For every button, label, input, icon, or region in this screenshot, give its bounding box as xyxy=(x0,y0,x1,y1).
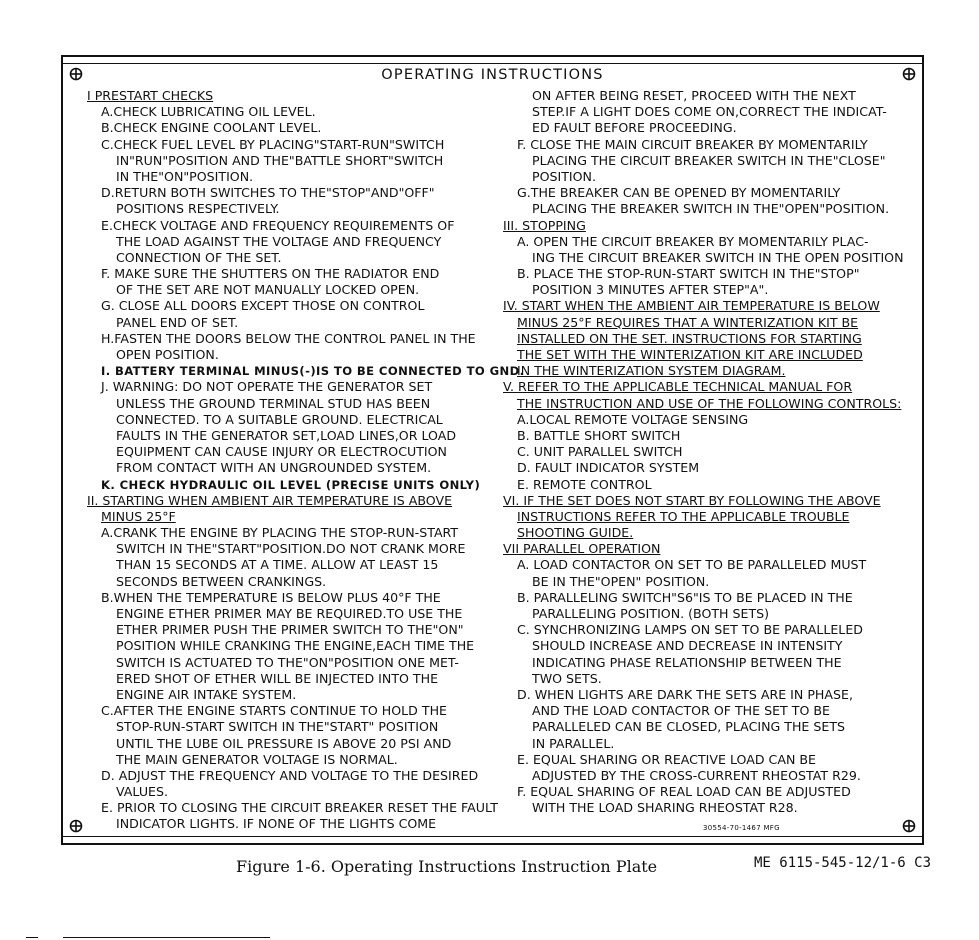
instruction-line: FAULTS IN THE GENERATOR SET,LOAD LINES,OR LOAD xyxy=(116,427,457,443)
figure-code: ME 6115-545-12/1-6 C3 xyxy=(754,855,932,871)
instruction-line: H.FASTEN THE DOORS BELOW THE CONTROL PANEL IN THE xyxy=(101,330,476,346)
instruction-line: C.CHECK FUEL LEVEL BY PLACING"START-RUN"SWITCH xyxy=(101,136,445,152)
instruction-line: E.CHECK VOLTAGE AND FREQUENCY REQUIREMENTS OF xyxy=(101,217,455,233)
instruction-line: D.RETURN BOTH SWITCHES TO THE"STOP"AND"OFF" xyxy=(101,185,435,201)
instruction-line: AND THE LOAD CONTACTOR OF THE SET TO BE xyxy=(532,703,830,719)
instruction-line: IN PARALLEL. xyxy=(532,735,615,751)
instruction-line: PLACING THE BREAKER SWITCH IN THE"OPEN"POSITION. xyxy=(532,201,890,217)
instruction-line: B. BATTLE SHORT SWITCH xyxy=(517,427,681,443)
instruction-plate xyxy=(61,55,924,845)
instruction-line: A. LOAD CONTACTOR ON SET TO BE PARALLELED MUST xyxy=(517,557,867,573)
instruction-line: VALUES. xyxy=(116,784,168,800)
instruction-line: F. CLOSE THE MAIN CIRCUIT BREAKER BY MOMENTARILY xyxy=(517,136,868,152)
instruction-line: THE LOAD AGAINST THE VOLTAGE AND FREQUENCY xyxy=(116,233,442,249)
instruction-line: THE SET WITH THE WINTERIZATION KIT ARE INCLUDED xyxy=(517,347,863,362)
instruction-line: WITH THE LOAD SHARING RHEOSTAT R28. xyxy=(532,800,798,816)
footnote-dash xyxy=(26,937,38,938)
instruction-line: B. PARALLELING SWITCH"S6"IS TO BE PLACED IN THE xyxy=(517,589,853,605)
instruction-line: ON AFTER BEING RESET, PROCEED WITH THE NEXT xyxy=(532,88,856,103)
instruction-line: THAN 15 SECONDS AT A TIME. ALLOW AT LEAST 15 xyxy=(116,557,439,573)
instruction-line: I. BATTERY TERMINAL MINUS(-)IS TO BE CONNECTED TO GND. xyxy=(101,364,525,379)
instruction-line: II. STARTING WHEN AMBIENT AIR TEMPERATURE IS ABOVE xyxy=(87,492,453,508)
instruction-line: C. UNIT PARALLEL SWITCH xyxy=(517,444,683,460)
instruction-line: PANEL END OF SET. xyxy=(116,314,239,330)
instruction-line: B.CHECK ENGINE COOLANT LEVEL. xyxy=(101,120,322,136)
instruction-line: ENGINE AIR INTAKE SYSTEM. xyxy=(116,686,297,702)
plate-stock-number: 30554-70-1467 MFG xyxy=(703,824,780,832)
instruction-line: UNTIL THE LUBE OIL PRESSURE IS ABOVE 20 PSI AND xyxy=(116,735,452,751)
instruction-line: OF THE SET ARE NOT MANUALLY LOCKED OPEN. xyxy=(116,282,420,298)
instruction-line: POSITION 3 MINUTES AFTER STEP"A". xyxy=(532,282,769,298)
footnote-rule xyxy=(63,937,270,938)
instruction-line: THE MAIN GENERATOR VOLTAGE IS NORMAL. xyxy=(116,751,398,767)
instruction-line: G. CLOSE ALL DOORS EXCEPT THOSE ON CONTROL xyxy=(101,298,425,314)
instruction-line: SWITCH IS ACTUATED TO THE"ON"POSITION ONE MET- xyxy=(116,654,459,670)
instruction-line: IN THE WINTERIZATION SYSTEM DIAGRAM. xyxy=(517,363,786,379)
instruction-line: TWO SETS. xyxy=(532,670,602,686)
instruction-line: PLACING THE CIRCUIT BREAKER SWITCH IN THE"CLOSE" xyxy=(532,152,886,168)
instruction-line: INSTALLED ON THE SET. INSTRUCTIONS FOR STARTING xyxy=(517,330,862,346)
instruction-line: F. MAKE SURE THE SHUTTERS ON THE RADIATOR END xyxy=(101,266,440,282)
instruction-line: IV. START WHEN THE AMBIENT AIR TEMPERATURE IS BELOW xyxy=(503,298,880,314)
plate-title: OPERATING INSTRUCTIONS xyxy=(381,67,604,83)
instruction-line: POSITIONS RESPECTIVELY. xyxy=(116,201,280,217)
instruction-line: I PRESTART CHECKS xyxy=(87,88,214,103)
instruction-line: ADJUSTED BY THE CROSS-CURRENT RHEOSTAT R29. xyxy=(532,767,861,783)
instruction-line: B.WHEN THE TEMPERATURE IS BELOW PLUS 40°F THE xyxy=(101,589,441,605)
instruction-line: BE IN THE"OPEN" POSITION. xyxy=(532,573,710,589)
instruction-line: IN"RUN"POSITION AND THE"BATTLE SHORT"SWITCH xyxy=(116,152,444,168)
instruction-line: CONNECTION OF THE SET. xyxy=(116,249,282,265)
left-instruction-column xyxy=(87,88,525,833)
instruction-line: A.CRANK THE ENGINE BY PLACING THE STOP-RUN-START xyxy=(101,525,459,541)
instruction-line: A. OPEN THE CIRCUIT BREAKER BY MOMENTARILY PLAC- xyxy=(517,233,869,249)
instruction-line: THE INSTRUCTION AND USE OF THE FOLLOWING CONTROLS: xyxy=(517,395,902,411)
instruction-line: VI. IF THE SET DOES NOT START BY FOLLOWING THE ABOVE xyxy=(503,492,881,508)
instruction-line: STEP.IF A LIGHT DOES COME ON,CORRECT THE INDICAT- xyxy=(532,104,887,120)
instruction-line: B. PLACE THE STOP-RUN-START SWITCH IN THE"STOP" xyxy=(517,266,860,282)
instruction-line: MINUS 25°F xyxy=(101,508,176,524)
instruction-line: D. WHEN LIGHTS ARE DARK THE SETS ARE IN PHASE, xyxy=(517,686,853,702)
instruction-line: EQUIPMENT CAN CAUSE INJURY OR ELECTROCUTION xyxy=(116,444,447,460)
instruction-line: MINUS 25°F REQUIRES THAT A WINTERIZATION KIT BE xyxy=(517,314,859,330)
instruction-line: III. STOPPING xyxy=(503,217,586,233)
screw-icon xyxy=(902,819,916,833)
plate-bottom-rule xyxy=(63,836,922,837)
instruction-line: PARALLELED CAN BE CLOSED, PLACING THE SETS xyxy=(532,719,846,735)
instruction-line: SECONDS BETWEEN CRANKINGS. xyxy=(116,573,327,589)
instruction-line: A.LOCAL REMOTE VOLTAGE SENSING xyxy=(517,411,749,427)
instruction-line: INSTRUCTIONS REFER TO THE APPLICABLE TROUBLE xyxy=(517,508,850,524)
instruction-line: VII PARALLEL OPERATION xyxy=(503,541,661,557)
instruction-line: ING THE CIRCUIT BREAKER SWITCH IN THE OPEN POSITION xyxy=(532,249,904,265)
instruction-line: SHOULD INCREASE AND DECREASE IN INTENSITY xyxy=(532,638,843,654)
instruction-line: IN THE"ON"POSITION. xyxy=(116,168,254,184)
instruction-line: OPEN POSITION. xyxy=(116,347,219,362)
instruction-line: POSITION. xyxy=(532,168,596,184)
instruction-line: A.CHECK LUBRICATING OIL LEVEL. xyxy=(101,104,316,120)
instruction-line: E. REMOTE CONTROL xyxy=(517,476,652,492)
instruction-line: D. FAULT INDICATOR SYSTEM xyxy=(517,460,700,476)
instruction-line: INDICATING PHASE RELATIONSHIP BETWEEN THE xyxy=(532,654,842,670)
instruction-line: C.AFTER THE ENGINE STARTS CONTINUE TO HOLD THE xyxy=(101,703,448,719)
instruction-line: V. REFER TO THE APPLICABLE TECHNICAL MANUAL FOR xyxy=(503,379,853,395)
instruction-line: UNLESS THE GROUND TERMINAL STUD HAS BEEN xyxy=(116,395,431,411)
instruction-line: E. EQUAL SHARING OR REACTIVE LOAD CAN BE xyxy=(517,751,816,767)
instruction-line: INDICATOR LIGHTS. IF NONE OF THE LIGHTS COME xyxy=(116,816,437,832)
instruction-line: CONNECTED. TO A SUITABLE GROUND. ELECTRICAL xyxy=(116,411,443,427)
instruction-line: ED FAULT BEFORE PROCEEDING. xyxy=(532,120,737,136)
right-instruction-column xyxy=(503,88,918,816)
screw-icon xyxy=(69,819,83,833)
instruction-line: J. WARNING: DO NOT OPERATE THE GENERATOR SET xyxy=(101,379,433,395)
instruction-line: K. CHECK HYDRAULIC OIL LEVEL (PRECISE UNITS ONLY) xyxy=(101,477,481,492)
instruction-line: ENGINE ETHER PRIMER MAY BE REQUIRED.TO USE THE xyxy=(116,606,463,621)
instruction-line: ETHER PRIMER PUSH THE PRIMER SWITCH TO THE"ON" xyxy=(116,622,464,638)
instruction-line: SHOOTING GUIDE. xyxy=(517,525,634,541)
instruction-line: STOP-RUN-START SWITCH IN THE"START" POSITION xyxy=(116,719,439,735)
instruction-line: F. EQUAL SHARING OF REAL LOAD CAN BE ADJUSTED xyxy=(517,784,851,800)
instruction-line: G.THE BREAKER CAN BE OPENED BY MOMENTARILY xyxy=(517,185,841,201)
instruction-line: ERED SHOT OF ETHER WILL BE INJECTED INTO THE xyxy=(116,670,439,686)
instruction-line: E. PRIOR TO CLOSING THE CIRCUIT BREAKER RESET THE FAULT xyxy=(101,800,498,816)
instruction-line: SWITCH IN THE"START"POSITION.DO NOT CRANK MORE xyxy=(116,541,466,557)
plate-top-rule xyxy=(63,63,922,64)
instruction-line: D. ADJUST THE FREQUENCY AND VOLTAGE TO THE DESIRED xyxy=(101,767,479,783)
instruction-line: POSITION WHILE CRANKING THE ENGINE,EACH TIME THE xyxy=(116,638,475,654)
instruction-line: FROM CONTACT WITH AN UNGROUNDED SYSTEM. xyxy=(116,460,432,476)
instruction-line: PARALLELING POSITION. (BOTH SETS) xyxy=(532,606,770,621)
figure-caption: Figure 1-6. Operating Instructions Instruction Plate xyxy=(236,857,658,876)
instruction-line: C. SYNCHRONIZING LAMPS ON SET TO BE PARALLELED xyxy=(517,622,863,638)
